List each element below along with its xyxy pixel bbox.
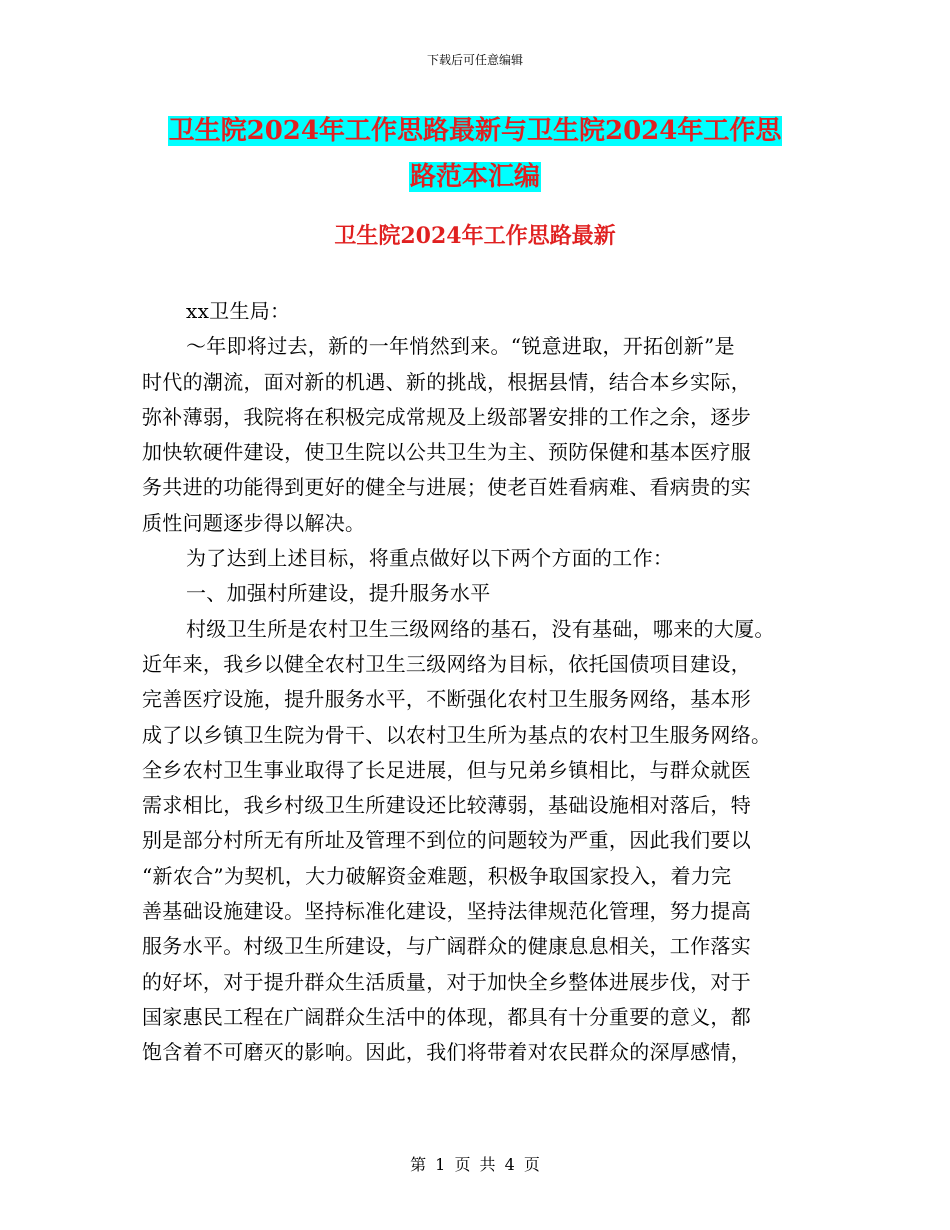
- paragraph-line: 加快软硬件建设，使卫生院以公共卫生为主、预防保健和基本医疗服: [142, 440, 751, 465]
- paragraph-line: 务共进的功能得到更好的健全与进展；使老百姓看病难、看病贵的实: [142, 475, 751, 500]
- document-title: [0, 108, 950, 200]
- paragraph-line: 弥补薄弱，我院将在积极完成常规及上级部署安排的工作之余，逐步: [142, 404, 751, 429]
- paragraph-line: ～年即将过去，新的一年悄然到来。“锐意进取，开拓创新”是: [186, 334, 735, 359]
- paragraph-line: 的好坏，对于提升群众生活质量，对于加快全乡整体进展步伐，对于: [142, 969, 751, 994]
- paragraph-line: xx卫生局：: [186, 299, 291, 323]
- paragraph-line: 完善医疗设施，提升服务水平，不断强化农村卫生服务网络，基本形: [142, 687, 751, 712]
- document-title-line-1: 卫生院2024年工作思路最新与卫生院2024年工作思: [168, 116, 782, 146]
- document-title-line-2: 路范本汇编: [409, 162, 540, 192]
- page-header-note: 下载后可任意编辑: [426, 53, 523, 67]
- body-text: [142, 294, 812, 1071]
- paragraph-line: 近年来，我乡以健全农村卫生三级网络为目标，依托国债项目建设，: [142, 651, 751, 676]
- paragraph-line: 饱含着不可磨灭的影响。因此，我们将带着对农民群众的深厚感情，: [142, 1040, 751, 1065]
- paragraph-line: 善基础设施建设。坚持标准化建设，坚持法律规范化管理，努力提高: [142, 899, 751, 924]
- paragraph-line: 服务水平。村级卫生所建设，与广阔群众的健康息息相关，工作落实: [142, 934, 751, 959]
- paragraph-line: 全乡农村卫生事业取得了长足进展，但与兄弟乡镇相比，与群众就医: [142, 757, 751, 782]
- paragraph-line: 为了达到上述目标，将重点做好以下两个方面的工作：: [186, 546, 674, 571]
- page-number: 第 1 页 共 4 页: [410, 1155, 540, 1174]
- paragraph-line: 成了以乡镇卫生院为骨干、以农村卫生所为基点的农村卫生服务网络。: [142, 722, 772, 747]
- paragraph-line: 时代的潮流，面对新的机遇、新的挑战，根据县情，结合本乡实际，: [142, 369, 751, 394]
- paragraph-line: 村级卫生所是农村卫生三级网络的基石，没有基础，哪来的大厦。: [186, 616, 775, 641]
- paragraph-line: 质性问题逐步得以解决。: [142, 510, 366, 535]
- section-title: 卫生院2024年工作思路最新: [334, 223, 616, 249]
- paragraph-line: 一、加强村所建设，提升服务水平: [186, 581, 491, 606]
- paragraph-line: 国家惠民工程在广阔群众生活中的体现，都具有十分重要的意义，都: [142, 1004, 751, 1029]
- paragraph-line: 别是部分村所无有所址及管理不到位的问题较为严重，因此我们要以: [142, 828, 751, 853]
- paragraph-line: “新农合”为契机，大力破解资金难题，积极争取国家投入，着力完: [142, 863, 732, 888]
- paragraph-line: 需求相比，我乡村级卫生所建设还比较薄弱，基础设施相对落后，特: [142, 793, 751, 818]
